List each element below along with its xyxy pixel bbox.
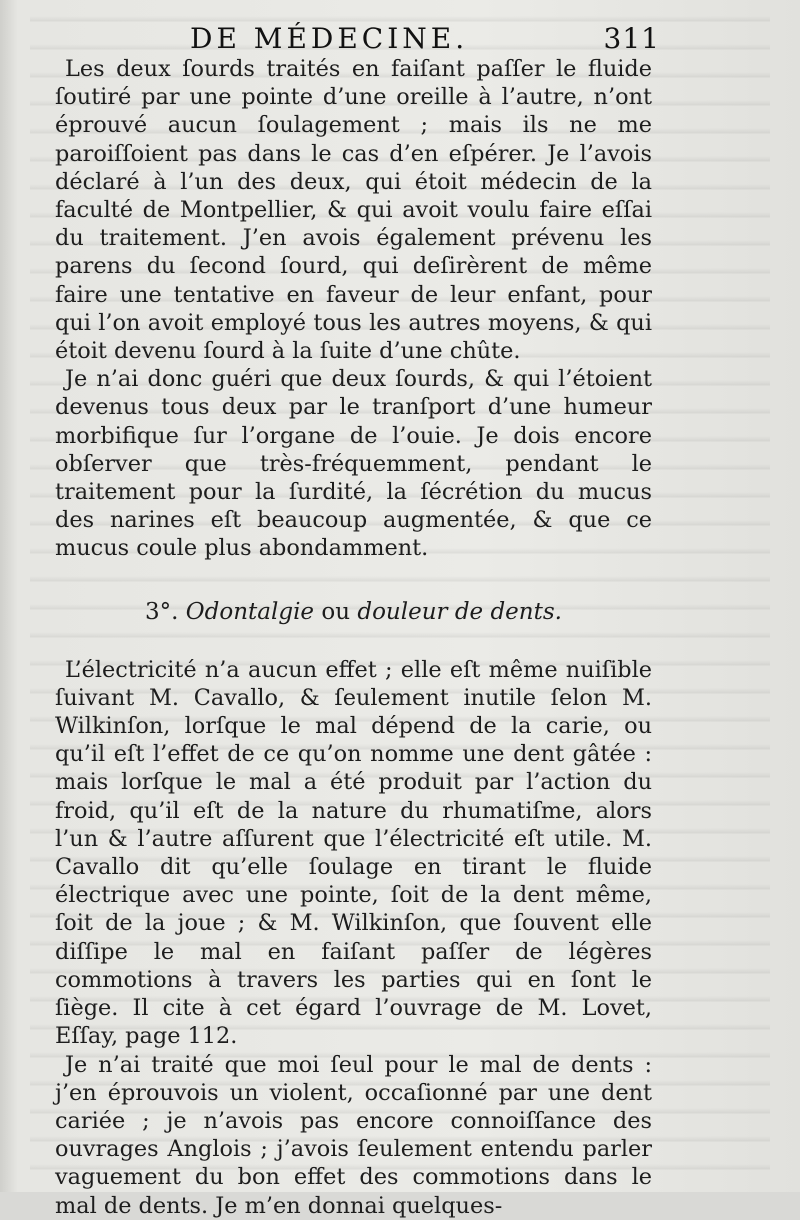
section-number: 3°.: [145, 598, 179, 625]
running-title: DE MÉDECINE.: [190, 22, 469, 55]
paragraph-4: Je n’ai traité que moi ſeul pour le mal de dents : j’en éprouvois un violent, occaſionné par une dent cariée ; je n’avois pas encore connoiſſance des ouvrages Anglois ; j’avois ſeulement entendu parler vaguement du bon effet des commotions dans le mal de dents. Je m’en donnai quelques-: [55, 1051, 652, 1219]
section-title-a: Odontalgie: [185, 598, 315, 625]
section-heading: [55, 597, 652, 627]
paragraph-2: Je n’ai donc guéri que deux ſourds, & qui l’étoient devenus tous deux par le tranſport d’une humeur morbifique ſur l’organe de l’ouie. Je dois encore obſerver que très-fréquemment, pendant le traitement pour la ſurdité, la ſécrétion du mucus des narines eſt beaucoup augmentée, & que ce mucus coule plus abondamment.: [55, 366, 652, 562]
section-connector: ou: [321, 598, 351, 625]
paragraph-1: Les deux ſourds traités en faiſant paſſer le fluide ſoutiré par une pointe d’une oreille à l’autre, n’ont éprouvé aucun ſoulagement ; mais ils ne me paroiſſoient pas dans le cas d’en eſpérer. Je l’avois déclaré à l’un des deux, qui étoit médecin de la faculté de Montpellier, & qui avoit voulu faire eſſai du traitement. J’en avois également prévenu les parens du ſecond ſourd, qui deſirèrent de même faire une tentative en faveur de leur enfant, pour qui l’on avoit employé tous les autres moyens, & qui étoit devenu ſourd à la ſuite d’une chûte.: [55, 56, 652, 365]
body-text: [55, 55, 652, 1220]
page-number: 311: [603, 22, 660, 55]
section-title-b: douleur de dents.: [357, 598, 562, 625]
paragraph-3: L’électricité n’a aucun effet ; elle eſt même nuiſible ſuivant M. Cavallo, & ſeulement inutile ſelon M. Wilkinſon, lorſque le mal dépend de la carie, ou qu’il eſt l’effet de ce qu’on nomme une dent gâtée : mais lorſque le mal a été produit par l’action du froid, qu’il eſt de la nature du rhumatiſme, alors l’un & l’autre aſſurent que l’électricité eſt utile. M. Cavallo dit qu’elle ſoulage en tirant le fluide électrique avec une pointe, ſoit de la dent même, ſoit de la joue ; & M. Wilkinſon, que ſouvent elle diſſipe le mal en faiſant paſſer de légères commotions à travers les parties qui en ſont le ſiège. Il cite à cet égard l’ouvrage de M. Lovet, Eſſay, page 112.: [55, 656, 652, 1050]
